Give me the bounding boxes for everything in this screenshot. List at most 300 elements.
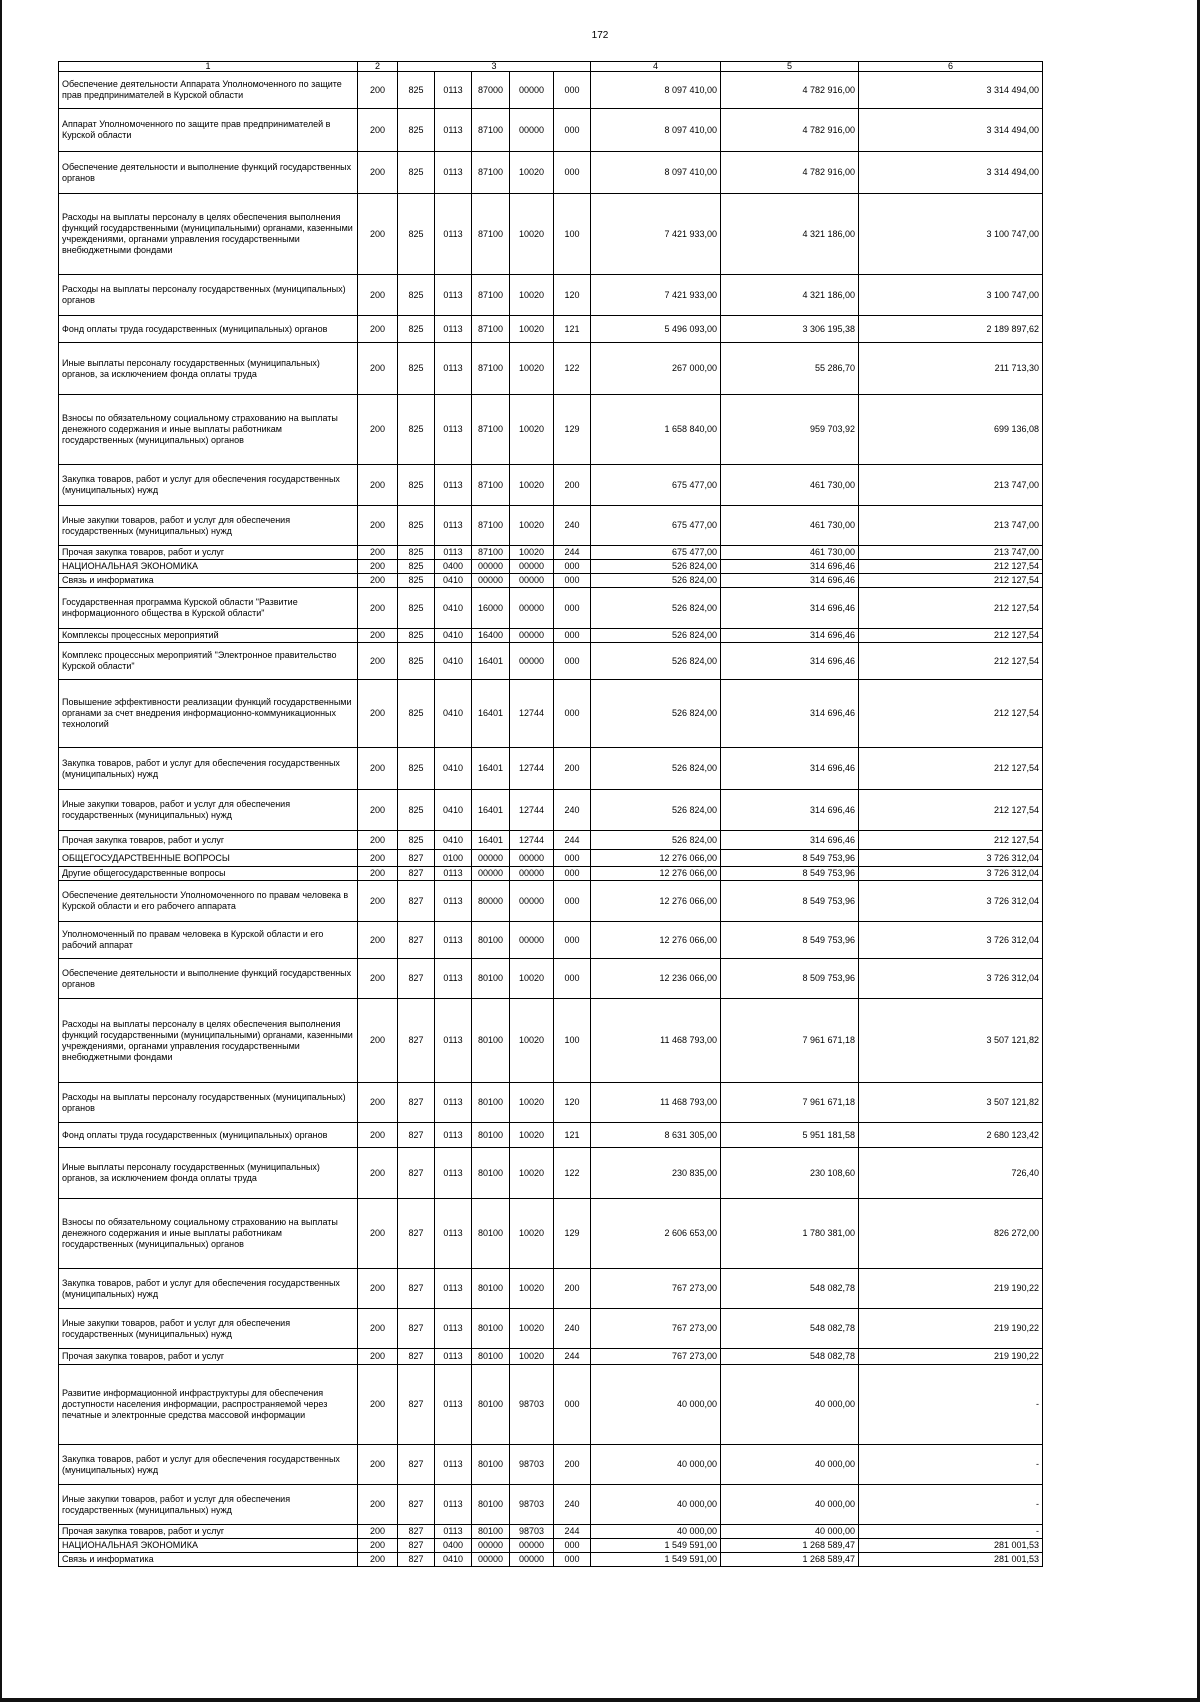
- row-name: Закупка товаров, работ и услуг для обеспечения государственных (муниципальных) нужд: [59, 1269, 358, 1309]
- amount-executed: 40 000,00: [721, 1525, 859, 1539]
- amount-remaining: 3 507 121,82: [859, 999, 1043, 1083]
- code-program: 80100: [472, 1148, 510, 1199]
- code-chief-admin: 200: [358, 1485, 398, 1525]
- row-name: Иные закупки товаров, работ и услуг для обеспечения государственных (муниципальных) нужд: [59, 1309, 358, 1349]
- code-direction: 10020: [510, 506, 554, 546]
- code-expense-type: 100: [554, 194, 591, 275]
- amount-executed: 5 951 181,58: [721, 1123, 859, 1148]
- table-row: [59, 1365, 1043, 1445]
- table-row: [59, 748, 1043, 790]
- code-chief-admin: 200: [358, 959, 398, 999]
- amount-executed: 314 696,46: [721, 574, 859, 588]
- table-row: [59, 831, 1043, 850]
- code-ministry: 825: [398, 343, 435, 395]
- code-program: 87100: [472, 395, 510, 465]
- table-row: [59, 959, 1043, 999]
- code-direction: 98703: [510, 1525, 554, 1539]
- code-chief-admin: 200: [358, 629, 398, 643]
- row-name: Закупка товаров, работ и услуг для обеспечения государственных (муниципальных) нужд: [59, 1445, 358, 1485]
- code-program: 87100: [472, 506, 510, 546]
- code-expense-type: 000: [554, 1539, 591, 1553]
- code-chief-admin: 200: [358, 316, 398, 343]
- code-direction: 00000: [510, 850, 554, 867]
- code-section: 0113: [435, 343, 472, 395]
- code-program: 80100: [472, 959, 510, 999]
- amount-planned: 526 824,00: [591, 574, 721, 588]
- table-row: [59, 881, 1043, 922]
- code-expense-type: 000: [554, 109, 591, 152]
- code-program: 87100: [472, 316, 510, 343]
- code-chief-admin: 200: [358, 546, 398, 560]
- code-ministry: 827: [398, 1539, 435, 1553]
- amount-remaining: 281 001,53: [859, 1539, 1043, 1553]
- code-direction: 10020: [510, 316, 554, 343]
- table-row: [59, 850, 1043, 867]
- amount-planned: 8 097 410,00: [591, 72, 721, 109]
- code-expense-type: 200: [554, 1269, 591, 1309]
- column-number: 5: [721, 62, 859, 72]
- scan-edge-bottom: [0, 1698, 1200, 1702]
- row-name: Расходы на выплаты персоналу государственных (муниципальных) органов: [59, 1083, 358, 1123]
- table-row: [59, 1525, 1043, 1539]
- code-program: 16000: [472, 588, 510, 629]
- amount-remaining: 213 747,00: [859, 506, 1043, 546]
- row-name: Связь и информатика: [59, 574, 358, 588]
- table-row: [59, 194, 1043, 275]
- code-section: 0113: [435, 1123, 472, 1148]
- row-name: Связь и информатика: [59, 1553, 358, 1567]
- amount-remaining: 219 190,22: [859, 1269, 1043, 1309]
- amount-planned: 767 273,00: [591, 1309, 721, 1349]
- code-direction: 98703: [510, 1485, 554, 1525]
- code-chief-admin: 200: [358, 194, 398, 275]
- row-name: Прочая закупка товаров, работ и услуг: [59, 1349, 358, 1365]
- table-row: [59, 1485, 1043, 1525]
- code-direction: 10020: [510, 999, 554, 1083]
- amount-executed: 3 306 195,38: [721, 316, 859, 343]
- table-row: [59, 275, 1043, 316]
- amount-planned: 767 273,00: [591, 1349, 721, 1365]
- code-ministry: 827: [398, 1083, 435, 1123]
- amount-remaining: 212 127,54: [859, 831, 1043, 850]
- code-expense-type: 129: [554, 1199, 591, 1269]
- code-direction: 10020: [510, 1148, 554, 1199]
- code-section: 0113: [435, 1525, 472, 1539]
- code-program: 16401: [472, 680, 510, 748]
- column-number: 2: [358, 62, 398, 72]
- code-direction: 10020: [510, 1349, 554, 1365]
- table-row: [59, 1349, 1043, 1365]
- table-row: [59, 588, 1043, 629]
- amount-executed: 4 782 916,00: [721, 109, 859, 152]
- code-expense-type: 240: [554, 1309, 591, 1349]
- code-expense-type: 121: [554, 316, 591, 343]
- amount-executed: 314 696,46: [721, 748, 859, 790]
- code-chief-admin: 200: [358, 275, 398, 316]
- code-direction: 00000: [510, 629, 554, 643]
- amount-executed: 8 509 753,96: [721, 959, 859, 999]
- code-chief-admin: 200: [358, 881, 398, 922]
- code-expense-type: 000: [554, 588, 591, 629]
- code-section: 0113: [435, 395, 472, 465]
- page-number: 172: [591, 30, 609, 41]
- amount-executed: 314 696,46: [721, 629, 859, 643]
- amount-remaining: 3 726 312,04: [859, 959, 1043, 999]
- amount-executed: 8 549 753,96: [721, 850, 859, 867]
- amount-planned: 40 000,00: [591, 1365, 721, 1445]
- code-program: 80100: [472, 922, 510, 959]
- code-expense-type: 200: [554, 748, 591, 790]
- table-row: [59, 629, 1043, 643]
- code-chief-admin: 200: [358, 72, 398, 109]
- code-expense-type: 000: [554, 680, 591, 748]
- code-program: 80100: [472, 1485, 510, 1525]
- code-direction: 10020: [510, 546, 554, 560]
- code-direction: 00000: [510, 867, 554, 881]
- code-section: 0113: [435, 1485, 472, 1525]
- amount-planned: 526 824,00: [591, 748, 721, 790]
- code-direction: 00000: [510, 1553, 554, 1567]
- code-chief-admin: 200: [358, 152, 398, 194]
- amount-executed: 4 782 916,00: [721, 72, 859, 109]
- amount-planned: 230 835,00: [591, 1148, 721, 1199]
- code-chief-admin: 200: [358, 1269, 398, 1309]
- row-name: Прочая закупка товаров, работ и услуг: [59, 1525, 358, 1539]
- code-ministry: 825: [398, 629, 435, 643]
- row-name: Другие общегосударственные вопросы: [59, 867, 358, 881]
- amount-remaining: 3 726 312,04: [859, 922, 1043, 959]
- amount-remaining: -: [859, 1485, 1043, 1525]
- table-row: [59, 790, 1043, 831]
- code-section: 0113: [435, 1445, 472, 1485]
- amount-executed: 548 082,78: [721, 1309, 859, 1349]
- code-ministry: 825: [398, 588, 435, 629]
- amount-planned: 526 824,00: [591, 643, 721, 680]
- amount-executed: 959 703,92: [721, 395, 859, 465]
- row-name: Обеспечение деятельности Уполномоченного по правам человека в Курской области и его рабочего аппарата: [59, 881, 358, 922]
- amount-planned: 675 477,00: [591, 465, 721, 506]
- code-ministry: 825: [398, 465, 435, 506]
- row-name: Иные закупки товаров, работ и услуг для обеспечения государственных (муниципальных) нужд: [59, 506, 358, 546]
- code-expense-type: 000: [554, 1365, 591, 1445]
- code-ministry: 827: [398, 1525, 435, 1539]
- code-program: 00000: [472, 1539, 510, 1553]
- code-program: 80100: [472, 1365, 510, 1445]
- code-direction: 00000: [510, 588, 554, 629]
- code-section: 0113: [435, 881, 472, 922]
- amount-executed: 7 961 671,18: [721, 1083, 859, 1123]
- amount-remaining: 2 189 897,62: [859, 316, 1043, 343]
- code-expense-type: 122: [554, 343, 591, 395]
- code-program: 87100: [472, 275, 510, 316]
- code-program: 87100: [472, 343, 510, 395]
- amount-remaining: 213 747,00: [859, 546, 1043, 560]
- code-section: 0410: [435, 831, 472, 850]
- amount-planned: 1 549 591,00: [591, 1553, 721, 1567]
- amount-remaining: 219 190,22: [859, 1309, 1043, 1349]
- code-expense-type: 240: [554, 1485, 591, 1525]
- row-name: ОБЩЕГОСУДАРСТВЕННЫЕ ВОПРОСЫ: [59, 850, 358, 867]
- row-name: Расходы на выплаты персоналу в целях обеспечения выполнения функций государственными (муниципальными) органами, казенными учреждениями, органами управления государственными внебюджетными фондами: [59, 194, 358, 275]
- code-section: 0113: [435, 1148, 472, 1199]
- code-section: 0410: [435, 790, 472, 831]
- code-ministry: 825: [398, 546, 435, 560]
- code-direction: 98703: [510, 1365, 554, 1445]
- table-row: [59, 1123, 1043, 1148]
- amount-remaining: 212 127,54: [859, 790, 1043, 831]
- code-section: 0400: [435, 560, 472, 574]
- table-row: [59, 109, 1043, 152]
- amount-planned: 12 276 066,00: [591, 881, 721, 922]
- table-row: [59, 1539, 1043, 1553]
- code-expense-type: 120: [554, 275, 591, 316]
- code-chief-admin: 200: [358, 1199, 398, 1269]
- row-name: Взносы по обязательному социальному страхованию на выплаты денежного содержания и иные выплаты работникам государственных (муниципальных) органов: [59, 395, 358, 465]
- code-section: 0113: [435, 959, 472, 999]
- amount-executed: 40 000,00: [721, 1485, 859, 1525]
- amount-remaining: 3 314 494,00: [859, 152, 1043, 194]
- code-program: 87100: [472, 152, 510, 194]
- code-direction: 10020: [510, 275, 554, 316]
- code-program: 16401: [472, 831, 510, 850]
- amount-executed: 4 782 916,00: [721, 152, 859, 194]
- code-ministry: 827: [398, 1349, 435, 1365]
- code-program: 80100: [472, 1349, 510, 1365]
- amount-remaining: 211 713,30: [859, 343, 1043, 395]
- table-row: [59, 546, 1043, 560]
- code-section: 0113: [435, 1269, 472, 1309]
- amount-remaining: 281 001,53: [859, 1553, 1043, 1567]
- amount-planned: 11 468 793,00: [591, 999, 721, 1083]
- code-expense-type: 000: [554, 152, 591, 194]
- code-chief-admin: 200: [358, 1365, 398, 1445]
- column-number-row: [59, 62, 1043, 72]
- code-direction: 10020: [510, 1199, 554, 1269]
- amount-executed: 314 696,46: [721, 831, 859, 850]
- row-name: Иные закупки товаров, работ и услуг для обеспечения государственных (муниципальных) нужд: [59, 790, 358, 831]
- amount-planned: 7 421 933,00: [591, 194, 721, 275]
- table-row: [59, 395, 1043, 465]
- code-direction: 00000: [510, 574, 554, 588]
- amount-executed: 461 730,00: [721, 465, 859, 506]
- amount-planned: 7 421 933,00: [591, 275, 721, 316]
- amount-remaining: 213 747,00: [859, 465, 1043, 506]
- code-section: 0113: [435, 109, 472, 152]
- code-program: 16401: [472, 748, 510, 790]
- amount-executed: 461 730,00: [721, 546, 859, 560]
- code-ministry: 827: [398, 1269, 435, 1309]
- code-section: 0113: [435, 1199, 472, 1269]
- code-ministry: 825: [398, 574, 435, 588]
- amount-remaining: 826 272,00: [859, 1199, 1043, 1269]
- amount-planned: 2 606 653,00: [591, 1199, 721, 1269]
- row-name: Развитие информационной инфраструктуры для обеспечения доступности населения информации, распространяемой через печатные и электронные средства массовой информации: [59, 1365, 358, 1445]
- table-row: [59, 506, 1043, 546]
- code-chief-admin: 200: [358, 1309, 398, 1349]
- amount-planned: 12 236 066,00: [591, 959, 721, 999]
- code-program: 80100: [472, 1269, 510, 1309]
- table-row: [59, 72, 1043, 109]
- code-program: 87100: [472, 194, 510, 275]
- amount-remaining: 212 127,54: [859, 560, 1043, 574]
- code-program: 16401: [472, 790, 510, 831]
- code-expense-type: 244: [554, 1349, 591, 1365]
- code-section: 0113: [435, 546, 472, 560]
- table-row: [59, 1553, 1043, 1567]
- amount-remaining: 212 127,54: [859, 588, 1043, 629]
- table-row: [59, 1309, 1043, 1349]
- table-row: [59, 1083, 1043, 1123]
- table-row: [59, 574, 1043, 588]
- row-name: Аппарат Уполномоченного по защите прав предпринимателей в Курской области: [59, 109, 358, 152]
- amount-executed: 8 549 753,96: [721, 881, 859, 922]
- amount-remaining: -: [859, 1365, 1043, 1445]
- code-direction: 10020: [510, 395, 554, 465]
- amount-executed: 1 268 589,47: [721, 1553, 859, 1567]
- amount-planned: 40 000,00: [591, 1485, 721, 1525]
- code-ministry: 825: [398, 506, 435, 546]
- code-program: 00000: [472, 574, 510, 588]
- table-row: [59, 1199, 1043, 1269]
- amount-remaining: 726,40: [859, 1148, 1043, 1199]
- code-chief-admin: 200: [358, 1525, 398, 1539]
- code-section: 0410: [435, 643, 472, 680]
- amount-planned: 40 000,00: [591, 1445, 721, 1485]
- code-ministry: 825: [398, 560, 435, 574]
- code-ministry: 827: [398, 922, 435, 959]
- code-expense-type: 000: [554, 72, 591, 109]
- amount-executed: 40 000,00: [721, 1365, 859, 1445]
- amount-planned: 526 824,00: [591, 790, 721, 831]
- amount-executed: 1 780 381,00: [721, 1199, 859, 1269]
- code-direction: 12744: [510, 790, 554, 831]
- code-direction: 00000: [510, 72, 554, 109]
- code-chief-admin: 200: [358, 343, 398, 395]
- code-chief-admin: 200: [358, 1083, 398, 1123]
- code-program: 16400: [472, 629, 510, 643]
- amount-remaining: 699 136,08: [859, 395, 1043, 465]
- row-name: Уполномоченный по правам человека в Курской области и его рабочий аппарат: [59, 922, 358, 959]
- code-section: 0113: [435, 1365, 472, 1445]
- code-chief-admin: 200: [358, 1349, 398, 1365]
- code-expense-type: 244: [554, 546, 591, 560]
- code-expense-type: 000: [554, 560, 591, 574]
- code-ministry: 827: [398, 867, 435, 881]
- row-name: Обеспечение деятельности и выполнение функций государственных органов: [59, 152, 358, 194]
- amount-remaining: 212 127,54: [859, 574, 1043, 588]
- row-name: Расходы на выплаты персоналу в целях обеспечения выполнения функций государственными (муниципальными) органами, казенными учреждениями, органами управления государственными внебюджетными фондами: [59, 999, 358, 1083]
- row-name: Закупка товаров, работ и услуг для обеспечения государственных (муниципальных) нужд: [59, 748, 358, 790]
- code-direction: 10020: [510, 465, 554, 506]
- amount-executed: 314 696,46: [721, 790, 859, 831]
- code-direction: 00000: [510, 643, 554, 680]
- code-expense-type: 000: [554, 643, 591, 680]
- code-section: 0113: [435, 1309, 472, 1349]
- code-direction: 12744: [510, 748, 554, 790]
- amount-planned: 675 477,00: [591, 546, 721, 560]
- code-chief-admin: 200: [358, 506, 398, 546]
- code-expense-type: 121: [554, 1123, 591, 1148]
- code-chief-admin: 200: [358, 588, 398, 629]
- code-ministry: 827: [398, 850, 435, 867]
- amount-executed: 314 696,46: [721, 588, 859, 629]
- code-ministry: 825: [398, 395, 435, 465]
- code-expense-type: 244: [554, 1525, 591, 1539]
- code-chief-admin: 200: [358, 465, 398, 506]
- row-name: НАЦИОНАЛЬНАЯ ЭКОНОМИКА: [59, 1539, 358, 1553]
- code-ministry: 825: [398, 316, 435, 343]
- code-section: 0410: [435, 588, 472, 629]
- amount-remaining: 3 726 312,04: [859, 850, 1043, 867]
- row-name: Закупка товаров, работ и услуг для обеспечения государственных (муниципальных) нужд: [59, 465, 358, 506]
- amount-executed: 40 000,00: [721, 1445, 859, 1485]
- row-name: Государственная программа Курской области "Развитие информационного общества в Курской области": [59, 588, 358, 629]
- code-direction: 98703: [510, 1445, 554, 1485]
- code-expense-type: 000: [554, 881, 591, 922]
- code-ministry: 825: [398, 152, 435, 194]
- amount-remaining: 212 127,54: [859, 629, 1043, 643]
- code-direction: 10020: [510, 1083, 554, 1123]
- amount-executed: 548 082,78: [721, 1269, 859, 1309]
- code-chief-admin: 200: [358, 790, 398, 831]
- amount-executed: 8 549 753,96: [721, 867, 859, 881]
- amount-planned: 267 000,00: [591, 343, 721, 395]
- code-ministry: 827: [398, 999, 435, 1083]
- code-program: 80100: [472, 999, 510, 1083]
- table-row: [59, 343, 1043, 395]
- amount-remaining: 3 507 121,82: [859, 1083, 1043, 1123]
- code-direction: 10020: [510, 1309, 554, 1349]
- amount-planned: 526 824,00: [591, 588, 721, 629]
- code-program: 80100: [472, 1083, 510, 1123]
- row-name: Фонд оплаты труда государственных (муниципальных) органов: [59, 1123, 358, 1148]
- code-section: 0410: [435, 629, 472, 643]
- code-direction: 10020: [510, 1123, 554, 1148]
- code-ministry: 827: [398, 1553, 435, 1567]
- row-name: Иные выплаты персоналу государственных (муниципальных) органов, за исключением фонда оплаты труда: [59, 343, 358, 395]
- code-ministry: 825: [398, 831, 435, 850]
- code-chief-admin: 200: [358, 748, 398, 790]
- code-program: 80100: [472, 1445, 510, 1485]
- code-program: 00000: [472, 1553, 510, 1567]
- code-ministry: 827: [398, 1199, 435, 1269]
- code-program: 80000: [472, 881, 510, 922]
- row-name: Иные закупки товаров, работ и услуг для обеспечения государственных (муниципальных) нужд: [59, 1485, 358, 1525]
- amount-remaining: 219 190,22: [859, 1349, 1043, 1365]
- code-chief-admin: 200: [358, 999, 398, 1083]
- code-section: 0113: [435, 922, 472, 959]
- code-direction: 00000: [510, 109, 554, 152]
- code-section: 0400: [435, 1539, 472, 1553]
- code-expense-type: 000: [554, 574, 591, 588]
- code-section: 0113: [435, 465, 472, 506]
- code-expense-type: 120: [554, 1083, 591, 1123]
- code-expense-type: 200: [554, 465, 591, 506]
- code-program: 80100: [472, 1525, 510, 1539]
- code-chief-admin: 200: [358, 922, 398, 959]
- amount-executed: 314 696,46: [721, 680, 859, 748]
- code-program: 00000: [472, 850, 510, 867]
- amount-remaining: 3 314 494,00: [859, 72, 1043, 109]
- table-row: [59, 560, 1043, 574]
- amount-remaining: 3 726 312,04: [859, 867, 1043, 881]
- row-name: НАЦИОНАЛЬНАЯ ЭКОНОМИКА: [59, 560, 358, 574]
- code-chief-admin: 200: [358, 560, 398, 574]
- code-program: 87100: [472, 109, 510, 152]
- table-row: [59, 152, 1043, 194]
- amount-remaining: 3 100 747,00: [859, 275, 1043, 316]
- table-row: [59, 1269, 1043, 1309]
